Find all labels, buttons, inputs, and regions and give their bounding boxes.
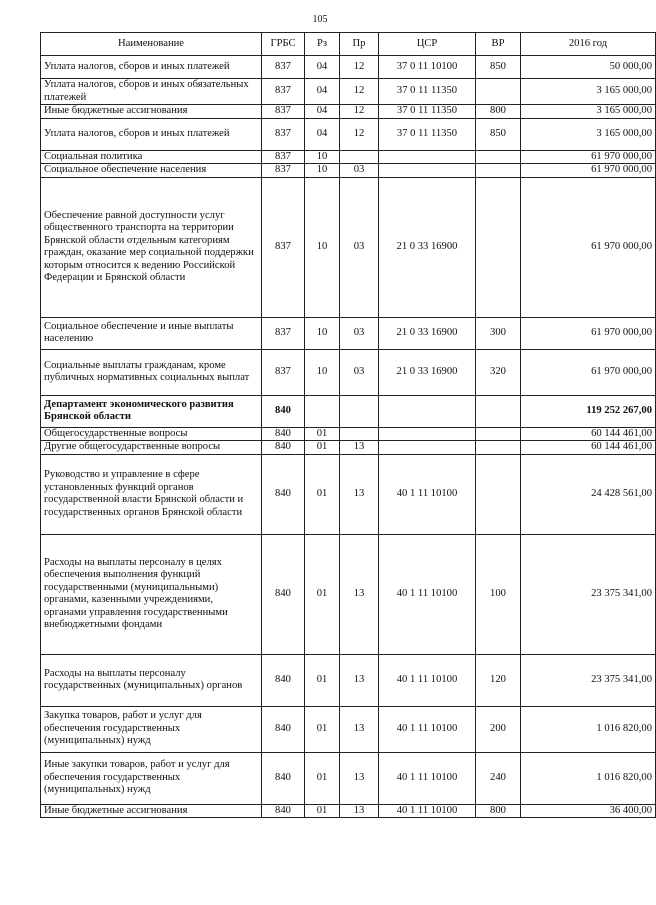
cell-vr xyxy=(476,150,521,164)
cell-csr xyxy=(379,395,476,427)
cell-rz: 04 xyxy=(305,56,340,79)
cell-name: Иные закупки товаров, работ и услуг для обеспечения государственных (муниципальных) нужд xyxy=(41,752,262,804)
cell-csr: 37 0 11 11350 xyxy=(379,118,476,150)
cell-name: Общегосударственные вопросы xyxy=(41,427,262,441)
cell-sum: 60 144 461,00 xyxy=(521,427,656,441)
table-row xyxy=(41,118,656,150)
cell-name: Социальное обеспечение населения xyxy=(41,164,262,178)
header-csr: ЦСР xyxy=(379,33,476,56)
cell-pr: 12 xyxy=(340,105,379,119)
cell-vr: 800 xyxy=(476,105,521,119)
cell-sum: 119 252 267,00 xyxy=(521,395,656,427)
table-row xyxy=(41,177,656,317)
table-row xyxy=(41,706,656,752)
cell-csr: 40 1 11 10100 xyxy=(379,706,476,752)
cell-rz: 01 xyxy=(305,454,340,534)
cell-grbs: 840 xyxy=(262,534,305,654)
cell-vr xyxy=(476,441,521,455)
cell-csr: 37 0 11 11350 xyxy=(379,79,476,105)
cell-pr: 12 xyxy=(340,79,379,105)
cell-vr: 100 xyxy=(476,534,521,654)
cell-rz: 01 xyxy=(305,427,340,441)
cell-pr: 03 xyxy=(340,177,379,317)
cell-vr xyxy=(476,164,521,178)
cell-vr xyxy=(476,427,521,441)
cell-sum: 61 970 000,00 xyxy=(521,150,656,164)
cell-rz: 10 xyxy=(305,177,340,317)
cell-grbs: 840 xyxy=(262,752,305,804)
cell-sum: 61 970 000,00 xyxy=(521,177,656,317)
cell-grbs: 837 xyxy=(262,349,305,395)
cell-sum: 50 000,00 xyxy=(521,56,656,79)
cell-grbs: 837 xyxy=(262,56,305,79)
cell-pr xyxy=(340,427,379,441)
cell-rz: 01 xyxy=(305,752,340,804)
table-row xyxy=(41,105,656,119)
table-row xyxy=(41,349,656,395)
cell-sum: 60 144 461,00 xyxy=(521,441,656,455)
table-header xyxy=(41,33,656,56)
table-row xyxy=(41,317,656,349)
cell-pr: 13 xyxy=(340,706,379,752)
cell-grbs: 840 xyxy=(262,454,305,534)
cell-grbs: 840 xyxy=(262,804,305,818)
table-row xyxy=(41,150,656,164)
table-row xyxy=(41,752,656,804)
cell-csr xyxy=(379,164,476,178)
table-row xyxy=(41,56,656,79)
cell-rz: 01 xyxy=(305,804,340,818)
cell-rz: 10 xyxy=(305,164,340,178)
cell-sum: 61 970 000,00 xyxy=(521,317,656,349)
cell-vr: 850 xyxy=(476,56,521,79)
cell-pr: 03 xyxy=(340,164,379,178)
cell-vr: 300 xyxy=(476,317,521,349)
cell-csr: 21 0 33 16900 xyxy=(379,317,476,349)
cell-sum: 1 016 820,00 xyxy=(521,752,656,804)
cell-grbs: 840 xyxy=(262,706,305,752)
cell-rz xyxy=(305,395,340,427)
cell-pr: 03 xyxy=(340,317,379,349)
page-number: 105 xyxy=(312,14,328,25)
cell-vr: 320 xyxy=(476,349,521,395)
cell-rz: 10 xyxy=(305,317,340,349)
cell-sum: 23 375 341,00 xyxy=(521,534,656,654)
header-vr: ВР xyxy=(476,33,521,56)
cell-name: Социальное обеспечение и иные выплаты населению xyxy=(41,317,262,349)
header-rz: Рз xyxy=(305,33,340,56)
cell-csr xyxy=(379,441,476,455)
cell-vr: 800 xyxy=(476,804,521,818)
cell-rz: 04 xyxy=(305,105,340,119)
cell-name: Департамент экономического развития Брянской области xyxy=(41,395,262,427)
cell-grbs: 840 xyxy=(262,427,305,441)
cell-pr: 13 xyxy=(340,654,379,706)
cell-grbs: 837 xyxy=(262,79,305,105)
table-row xyxy=(41,395,656,427)
cell-grbs: 837 xyxy=(262,177,305,317)
cell-name: Уплата налогов, сборов и иных платежей xyxy=(41,118,262,150)
table-row xyxy=(41,164,656,178)
cell-sum: 24 428 561,00 xyxy=(521,454,656,534)
cell-pr xyxy=(340,150,379,164)
cell-vr: 240 xyxy=(476,752,521,804)
cell-rz: 04 xyxy=(305,79,340,105)
header-row xyxy=(41,33,656,56)
cell-pr: 13 xyxy=(340,454,379,534)
header-year: 2016 год xyxy=(521,33,656,56)
cell-rz: 01 xyxy=(305,441,340,455)
cell-csr: 21 0 33 16900 xyxy=(379,349,476,395)
cell-vr xyxy=(476,79,521,105)
cell-csr: 37 0 11 11350 xyxy=(379,105,476,119)
table-row xyxy=(41,454,656,534)
table-row xyxy=(41,79,656,105)
cell-sum: 3 165 000,00 xyxy=(521,79,656,105)
cell-rz: 01 xyxy=(305,654,340,706)
cell-rz: 01 xyxy=(305,706,340,752)
cell-grbs: 840 xyxy=(262,395,305,427)
cell-csr: 40 1 11 10100 xyxy=(379,654,476,706)
cell-pr: 03 xyxy=(340,349,379,395)
cell-sum: 61 970 000,00 xyxy=(521,164,656,178)
cell-name: Расходы на выплаты персоналу в целях обеспечения выполнения функций государственными (муниципальными) органами, казенными учреждениями, органами управления государственными внебюджетными фондами xyxy=(41,534,262,654)
cell-vr: 200 xyxy=(476,706,521,752)
cell-rz: 10 xyxy=(305,349,340,395)
cell-grbs: 837 xyxy=(262,118,305,150)
cell-name: Социальная политика xyxy=(41,150,262,164)
cell-sum: 23 375 341,00 xyxy=(521,654,656,706)
cell-grbs: 840 xyxy=(262,441,305,455)
cell-csr: 40 1 11 10100 xyxy=(379,454,476,534)
cell-rz: 04 xyxy=(305,118,340,150)
header-pr: Пр xyxy=(340,33,379,56)
cell-grbs: 837 xyxy=(262,150,305,164)
cell-vr xyxy=(476,454,521,534)
cell-name: Иные бюджетные ассигнования xyxy=(41,105,262,119)
cell-vr: 120 xyxy=(476,654,521,706)
table-row xyxy=(41,654,656,706)
cell-sum: 3 165 000,00 xyxy=(521,118,656,150)
cell-csr: 21 0 33 16900 xyxy=(379,177,476,317)
cell-vr xyxy=(476,395,521,427)
cell-name: Обеспечение равной доступности услуг общественного транспорта на территории Брянской области отдельным категориям граждан, оказание мер социальной поддержки которым относится к ведению Российской Федерации и Брянской области xyxy=(41,177,262,317)
table-row xyxy=(41,441,656,455)
table-row xyxy=(41,534,656,654)
cell-pr xyxy=(340,395,379,427)
cell-name: Другие общегосударственные вопросы xyxy=(41,441,262,455)
cell-pr: 13 xyxy=(340,804,379,818)
cell-name: Социальные выплаты гражданам, кроме публичных нормативных социальных выплат xyxy=(41,349,262,395)
cell-rz: 10 xyxy=(305,150,340,164)
cell-csr: 40 1 11 10100 xyxy=(379,752,476,804)
cell-pr: 13 xyxy=(340,441,379,455)
table-row xyxy=(41,804,656,818)
cell-sum: 61 970 000,00 xyxy=(521,349,656,395)
cell-grbs: 840 xyxy=(262,654,305,706)
cell-grbs: 837 xyxy=(262,105,305,119)
cell-vr xyxy=(476,177,521,317)
cell-name: Закупка товаров, работ и услуг для обеспечения государственных (муниципальных) нужд xyxy=(41,706,262,752)
cell-csr: 40 1 11 10100 xyxy=(379,534,476,654)
cell-pr: 13 xyxy=(340,752,379,804)
cell-grbs: 837 xyxy=(262,317,305,349)
cell-csr xyxy=(379,150,476,164)
cell-pr: 12 xyxy=(340,118,379,150)
budget-table xyxy=(40,32,656,818)
cell-rz: 01 xyxy=(305,534,340,654)
cell-pr: 12 xyxy=(340,56,379,79)
cell-vr: 850 xyxy=(476,118,521,150)
cell-name: Руководство и управление в сфере установленных функций органов государственной власти Брянской области и государственных органов Брянской области xyxy=(41,454,262,534)
cell-grbs: 837 xyxy=(262,164,305,178)
cell-sum: 3 165 000,00 xyxy=(521,105,656,119)
table-row xyxy=(41,427,656,441)
cell-pr: 13 xyxy=(340,534,379,654)
cell-csr xyxy=(379,427,476,441)
header-grbs: ГРБС xyxy=(262,33,305,56)
cell-sum: 36 400,00 xyxy=(521,804,656,818)
header-name: Наименование xyxy=(41,33,262,56)
cell-name: Уплата налогов, сборов и иных платежей xyxy=(41,56,262,79)
cell-csr: 37 0 11 10100 xyxy=(379,56,476,79)
cell-sum: 1 016 820,00 xyxy=(521,706,656,752)
cell-name: Уплата налогов, сборов и иных обязательных платежей xyxy=(41,79,262,105)
table-body xyxy=(41,56,656,818)
cell-name: Иные бюджетные ассигнования xyxy=(41,804,262,818)
cell-name: Расходы на выплаты персоналу государственных (муниципальных) органов xyxy=(41,654,262,706)
cell-csr: 40 1 11 10100 xyxy=(379,804,476,818)
